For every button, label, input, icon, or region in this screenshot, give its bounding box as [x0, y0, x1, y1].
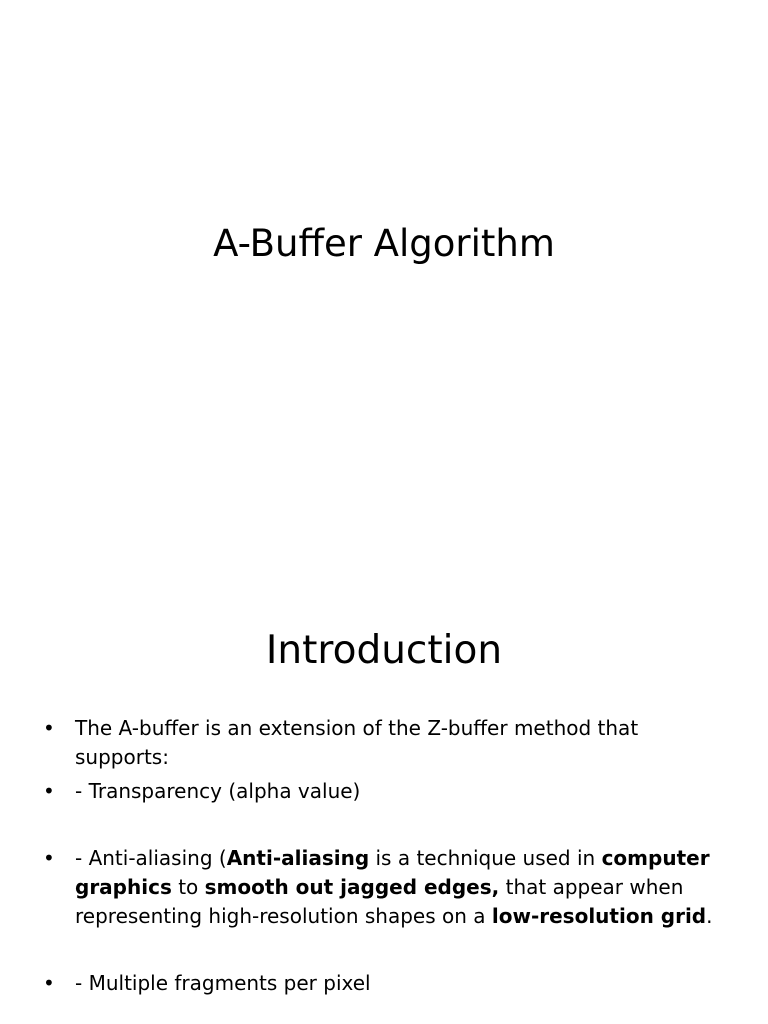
bullet-icon: • — [43, 779, 55, 803]
bullet-item-transparency — [40, 777, 730, 806]
bullet-icon: • — [43, 846, 55, 870]
section-title: Introduction — [265, 628, 503, 673]
text-segment: that appear when representing high-resolution shapes on a — [75, 875, 684, 928]
bullet-text: The A-buffer is an extension of the Z-buffer method that supports: — [75, 716, 639, 769]
slide-title: A-Buffer Algorithm — [213, 222, 555, 265]
text-segment: to — [171, 875, 205, 899]
text-segment: is a technique used in — [369, 846, 602, 870]
bullet-list — [40, 714, 730, 998]
bullet-icon: • — [43, 971, 55, 995]
bullet-icon: • — [43, 716, 55, 740]
text-segment: - Anti-aliasing ( — [75, 846, 227, 870]
bullet-text — [75, 846, 712, 928]
bold-term: computer graphics — [75, 846, 710, 899]
bullet-text: - Multiple fragments per pixel — [75, 971, 371, 995]
bullet-item-anti-aliasing — [40, 844, 730, 931]
bold-term: Anti-aliasing — [226, 846, 370, 870]
bullet-item-fragments — [40, 969, 730, 998]
bold-term: low-resolution grid — [491, 904, 707, 928]
bullet-item-extension — [40, 714, 730, 772]
bullet-text: - Transparency (alpha value) — [75, 779, 361, 803]
bold-term: smooth out jagged edges, — [204, 875, 500, 899]
text-segment: . — [706, 904, 713, 928]
